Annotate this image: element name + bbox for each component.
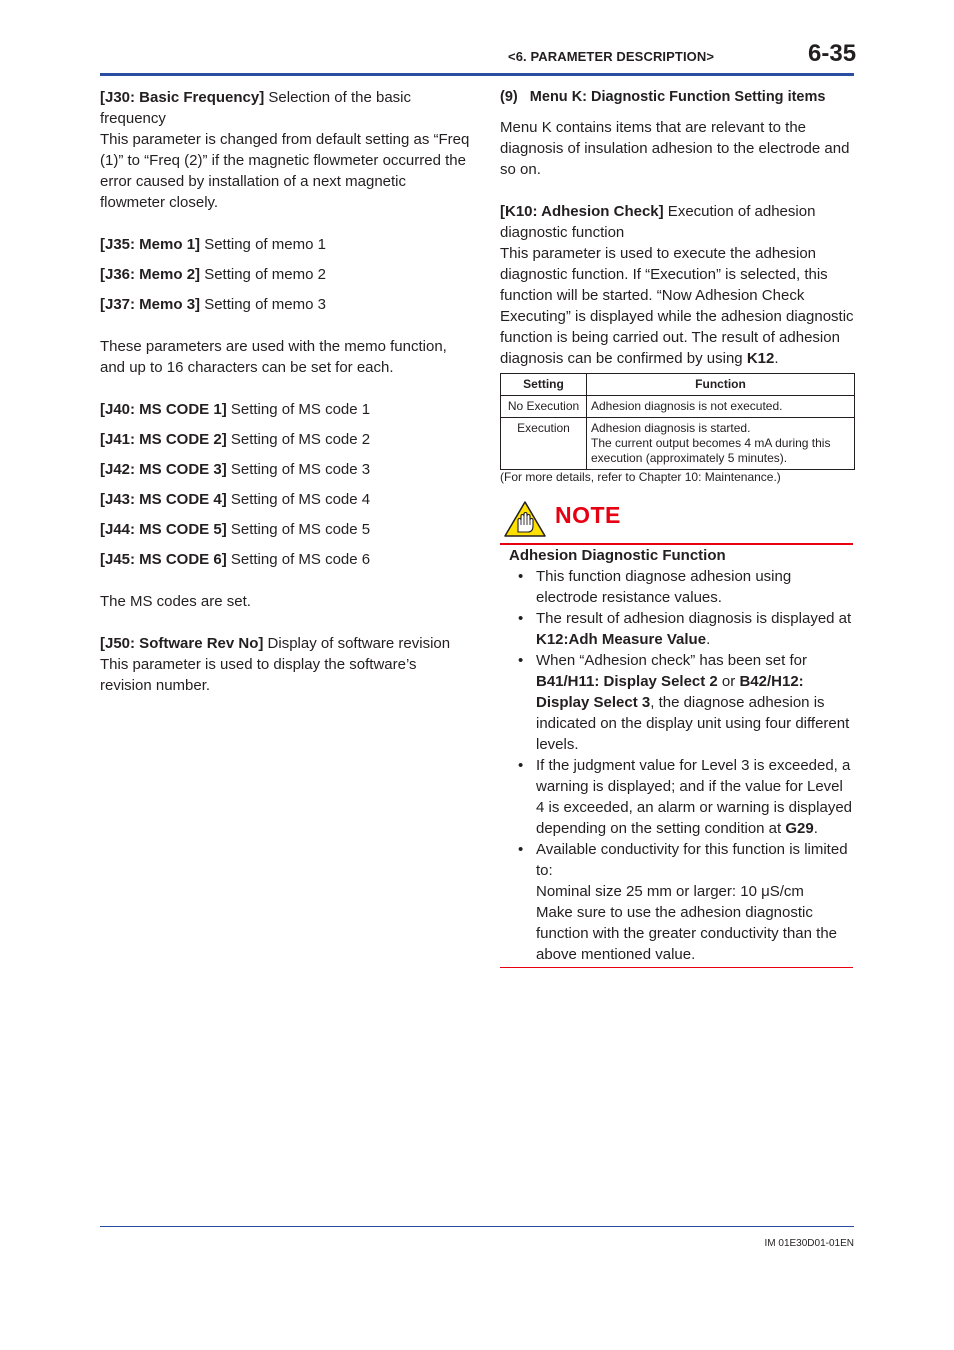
param-label: [J40: MS CODE 1]: [100, 401, 227, 418]
note-subtitle: Adhesion Diagnostic Function: [509, 547, 726, 564]
note-list: [500, 566, 854, 965]
item-text: Nominal size 25 mm or larger: 10 μS/cm: [536, 883, 804, 900]
param-text: Display of software revision: [263, 635, 451, 652]
header-rule: [100, 73, 854, 76]
param-text: Setting of MS code 2: [226, 431, 371, 448]
param-text: Execution of adhesion diagnostic function: [500, 203, 816, 241]
page-number: 6-35: [808, 40, 857, 67]
param-j44: [100, 519, 470, 540]
param-j42: [100, 459, 470, 480]
param-label: [J41: MS CODE 2]: [100, 431, 227, 448]
param-j30-desc: This parameter is changed from default setting as “Freq (1)” to “Freq (2)” if the magnetic flowmeter occurred the error caused by installation of a next magnetic flowmeter closely.: [100, 131, 470, 211]
item-text: , the diagnose adhesion is indicated on the display unit using four different levels.: [536, 694, 850, 753]
item-ref: K12:Adh Measure Value: [536, 631, 707, 648]
param-j36: [100, 264, 470, 285]
param-j41: [100, 429, 470, 450]
table-cell-setting: Execution: [501, 418, 587, 470]
note-bottom-rule: [500, 967, 853, 968]
document-id: IM 01E30D01-01EN: [764, 1238, 854, 1249]
param-text: Selection of the basic frequency: [100, 89, 411, 127]
param-j30: [100, 87, 470, 129]
footer-rule: [100, 1226, 854, 1227]
param-label: [J36: Memo 2]: [100, 266, 201, 283]
param-text: Setting of memo 3: [200, 296, 326, 313]
param-text: Setting of MS code 4: [226, 491, 371, 508]
param-j50: [100, 633, 470, 654]
item-ref: B41/H11: Display Select 2: [536, 673, 718, 690]
section-header: <6. PARAMETER DESCRIPTION>: [508, 49, 715, 64]
item-text: When “Adhesion check” has been set for: [536, 652, 807, 669]
item-text: or: [717, 673, 740, 690]
list-item: [536, 650, 854, 755]
param-text: Setting of MS code 6: [226, 551, 371, 568]
section-title: (9) Menu K: Diagnostic Function Setting items: [500, 89, 826, 105]
list-item: [536, 608, 854, 650]
table-row: [501, 396, 855, 418]
param-text: Setting of MS code 5: [226, 521, 371, 538]
table-header-setting: Setting: [501, 374, 587, 396]
function-line: The current output becomes 4 mA during this execution (approximately 5 minutes).: [591, 436, 831, 465]
param-label: [J50: Software Rev No]: [100, 635, 264, 652]
item-text: The result of adhesion diagnosis is displayed at: [536, 610, 852, 627]
param-j40: [100, 399, 470, 420]
param-text: Setting of MS code 1: [226, 401, 371, 418]
memo-description: These parameters are used with the memo function, and up to 16 characters can be set for each.: [100, 338, 447, 376]
item-text: .: [706, 631, 711, 648]
item-ref: G29: [785, 820, 814, 837]
desc-end: .: [774, 350, 779, 367]
item-ref: B42/H12: Display Select 3: [536, 673, 804, 711]
param-label: [J45: MS CODE 6]: [100, 551, 227, 568]
param-label: [J43: MS CODE 4]: [100, 491, 227, 508]
param-text: Setting of memo 1: [200, 236, 326, 253]
param-j45: [100, 549, 470, 570]
caution-hand-icon: [504, 501, 546, 537]
table-cell-function: Adhesion diagnosis is not executed.: [587, 396, 855, 418]
param-j37: [100, 294, 470, 315]
param-j35: [100, 234, 470, 255]
param-text: Setting of MS code 3: [226, 461, 371, 478]
function-table: [500, 373, 855, 470]
list-item: [536, 755, 854, 839]
function-line: Adhesion diagnosis is started.: [591, 421, 751, 435]
item-text: If the judgment value for Level 3 is exceeded, a warning is displayed; and if the value for Level 4 is exceeded, an alarm or warning is displayed depending on the setting condition at: [536, 757, 853, 837]
param-k10: [500, 201, 854, 243]
item-text: .: [813, 820, 818, 837]
table-cell-setting: No Execution: [501, 396, 587, 418]
desc-text: This parameter is used to execute the adhesion diagnostic function. If “Execution” is selected, this function will be started. “Now Adhesion Check Executing” is displayed while the adhesion diagnostic function is being carried out. The result of adhesion diagnosis can be confirmed by using: [500, 245, 854, 367]
param-k10-desc: [500, 243, 854, 369]
note-title: NOTE: [555, 502, 621, 528]
table-header-row: [501, 374, 855, 396]
param-label: [J37: Memo 3]: [100, 296, 201, 313]
left-column: [100, 87, 470, 696]
table-header-function: Function: [587, 374, 855, 396]
right-column: [500, 87, 854, 968]
item-text: Make sure to use the adhesion diagnostic function with the greater conductivity than the above mentioned value.: [536, 904, 838, 963]
param-label: [J30: Basic Frequency]: [100, 89, 265, 106]
param-label: [K10: Adhesion Check]: [500, 203, 664, 220]
list-item: [536, 566, 854, 608]
table-note: (For more details, refer to Chapter 10: Maintenance.): [500, 470, 781, 484]
param-ref: K12: [746, 350, 775, 367]
list-item: [536, 839, 854, 965]
param-text: Setting of memo 2: [200, 266, 326, 283]
table-cell-function: [587, 418, 855, 470]
table-row: [501, 418, 855, 470]
item-text: This function diagnose adhesion using electrode resistance values.: [536, 568, 792, 606]
ms-description: The MS codes are set.: [100, 593, 251, 610]
menu-description: Menu K contains items that are relevant to the diagnosis of insulation adhesion to the electrode and so on.: [500, 119, 850, 178]
param-label: [J35: Memo 1]: [100, 236, 201, 253]
note-header: [500, 499, 854, 543]
item-text: • Available conductivity for this function is limited to:: [536, 841, 848, 879]
param-j50-desc: This parameter is used to display the software’s revision number.: [100, 656, 417, 694]
param-label: [J42: MS CODE 3]: [100, 461, 227, 478]
param-label: [J44: MS CODE 5]: [100, 521, 227, 538]
param-j43: [100, 489, 470, 510]
